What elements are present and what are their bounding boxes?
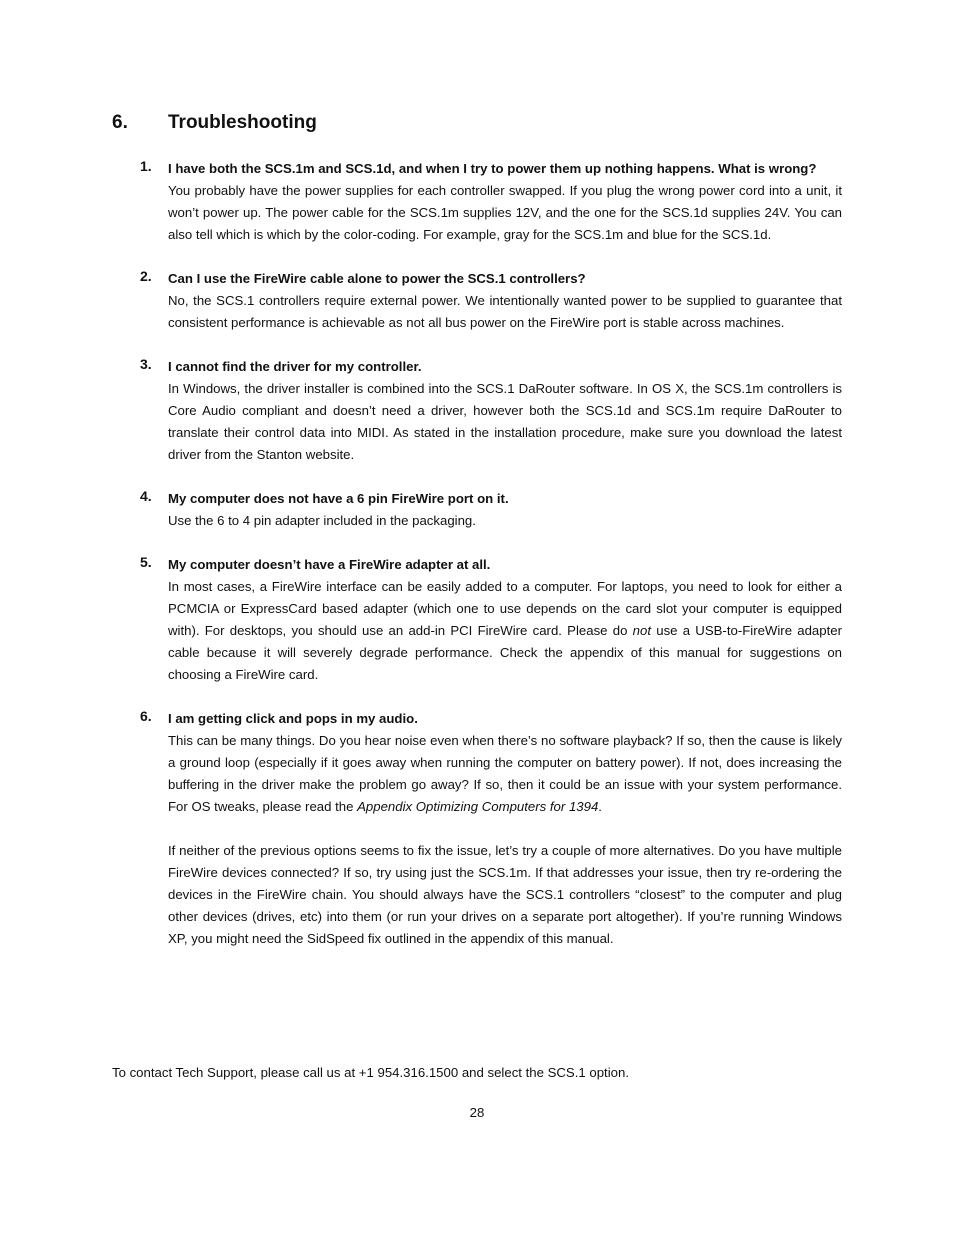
faq-answer-text: In most cases, a FireWire interface can be easily added to a computer. For laptops, you need to look for either a PCMCIA or ExpressCard based adapter (which one to use depends on the card slot your computer is equipped with). For desktops, you should use an add-in PCI FireWire card. Please do	[168, 579, 842, 638]
faq-question: I am getting click and pops in my audio.	[168, 711, 418, 726]
faq-list	[0, 158, 954, 972]
faq-number: 1.	[140, 158, 152, 174]
faq-number: 2.	[140, 268, 152, 284]
faq-answer-text: use a USB-to-FireWire adapter cable because it will severely degrade performance. Check the appendix of this manual for suggestions on choosing a FireWire card.	[168, 623, 842, 682]
page-number: 28	[469, 1105, 485, 1120]
faq-item-6	[0, 708, 954, 950]
faq-question: I cannot find the driver for my controller.	[168, 359, 422, 374]
faq-answer-emphasis: Appendix Optimizing Computers for 1394	[357, 799, 599, 814]
faq-answer-text: .	[598, 799, 602, 814]
faq-number: 5.	[140, 554, 152, 570]
faq-answer: Use the 6 to 4 pin adapter included in the packaging.	[168, 513, 476, 528]
section-title: Troubleshooting	[168, 112, 317, 133]
section-number: 6.	[112, 112, 128, 133]
faq-number: 3.	[140, 356, 152, 372]
faq-answer-text: This can be many things. Do you hear noise even when there’s no software playback? If so, then the cause is likely a ground loop (especially if it goes away when running the computer on battery power). If not, does increasing the buffering in the driver make the problem go away? If so, then it could be an issue with your system performance. For OS tweaks, please read the	[168, 733, 842, 814]
faq-item-2	[0, 268, 954, 334]
faq-answer	[168, 730, 842, 818]
faq-answer: You probably have the power supplies for each controller swapped. If you plug the wrong power cord into a unit, it won’t power up. The power cable for the SCS.1m supplies 12V, and the one for the SCS.1d supplies 24V. You can also tell which is which by the color-coding. For example, gray for the SCS.1m and blue for the SCS.1d.	[168, 183, 842, 242]
faq-answer-extra: If neither of the previous options seems to fix the issue, let’s try a couple of more alternatives. Do you have multiple FireWire devices connected? If so, try using just the SCS.1m. If that addresses your issue, then try re-ordering the devices in the FireWire chain. You should always have the SCS.1 controllers “closest” to the computer and plug other devices (drives, etc) into them (or run your drives on a separate port altogether). If you’re running Windows XP, you might need the SidSpeed fix outlined in the appendix of this manual.	[168, 843, 842, 946]
faq-question: Can I use the FireWire cable alone to power the SCS.1 controllers?	[168, 271, 586, 286]
faq-number: 4.	[140, 488, 152, 504]
faq-item-3	[0, 356, 954, 466]
section-heading	[112, 112, 317, 134]
contact-line: To contact Tech Support, please call us at +1 954.316.1500 and select the SCS.1 option.	[112, 1065, 629, 1080]
faq-question: I have both the SCS.1m and SCS.1d, and when I try to power them up nothing happens. What is wrong?	[168, 161, 817, 176]
faq-number: 6.	[140, 708, 152, 724]
faq-question: My computer does not have a 6 pin FireWire port on it.	[168, 491, 509, 506]
faq-answer: In Windows, the driver installer is combined into the SCS.1 DaRouter software. In OS X, the SCS.1m controllers is Core Audio compliant and doesn’t need a driver, however both the SCS.1d and SCS.1m require DaRouter to translate their control data into MIDI. As stated in the installation procedure, make sure you download the latest driver from the Stanton website.	[168, 381, 842, 462]
faq-item-5	[0, 554, 954, 686]
faq-answer	[168, 576, 842, 686]
faq-item-1	[0, 158, 954, 246]
faq-answer: No, the SCS.1 controllers require external power. We intentionally wanted power to be supplied to guarantee that consistent performance is achievable as not all bus power on the FireWire port is stable across machines.	[168, 293, 842, 330]
faq-item-4	[0, 488, 954, 532]
faq-answer-emphasis: not	[632, 623, 651, 638]
faq-question: My computer doesn’t have a FireWire adapter at all.	[168, 557, 491, 572]
